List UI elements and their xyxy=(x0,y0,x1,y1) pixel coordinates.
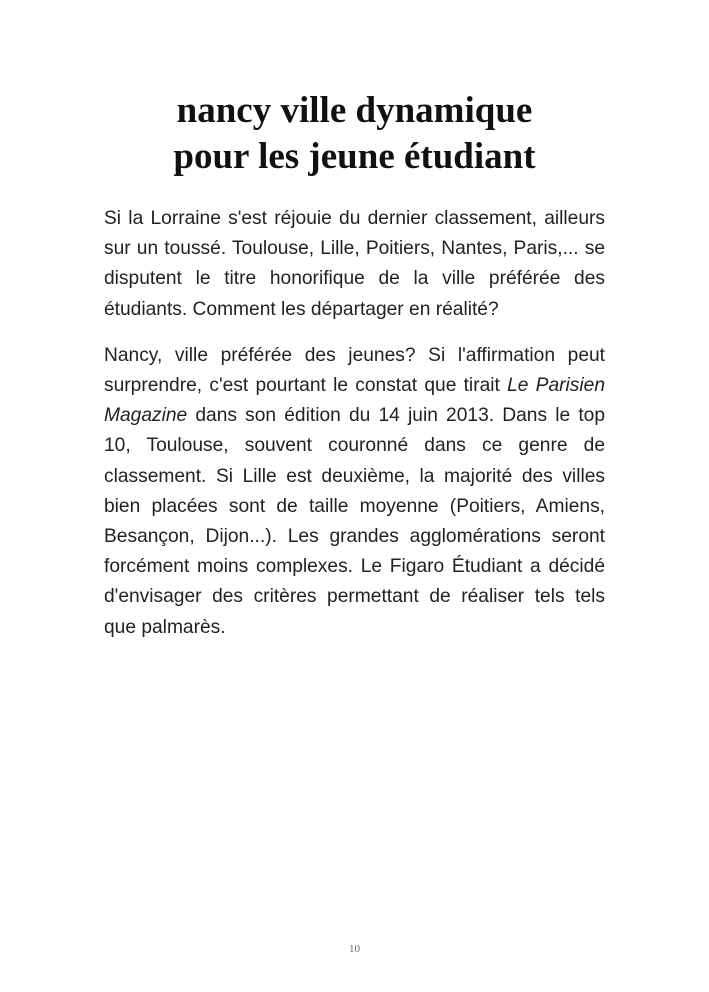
page-number: 10 xyxy=(349,943,360,955)
publication-title: Le Parisien Magazine xyxy=(104,375,605,427)
paragraph-1: Si la Lorraine s'est réjouie du dernier classement, ailleurs sur un toussé. Toulouse, Lille, Poitiers, Nantes, Paris,... se disputent le titre honorifique de la ville préférée des étudiants. Comment les départager en réalité? xyxy=(104,208,605,320)
article-body xyxy=(104,204,605,659)
paragraph-2-text-end: dans son édition du 14 juin 2013. Dans le top 10, Toulouse, souvent couronné dans ce genre de classement. Si Lille est deuxième, la majorité des villes bien placées sont de taille moyenne (Poitiers, Amiens, Besançon, Dijon...). Les grandes agglomérations seront forcément moins complexes. Le Figaro Étudiant a décidé d'envisager des critères permettant de réaliser tels tels que palmarès. xyxy=(104,405,605,638)
title-line-2: pour les jeune étudiant xyxy=(173,136,536,177)
page-title xyxy=(104,88,605,180)
paragraph-2 xyxy=(104,341,605,643)
title-line-1: nancy ville dynamique xyxy=(176,90,533,131)
paragraph-2-text-start: Nancy, ville préférée des jeunes? Si l'affirmation peut surprendre, c'est pourtant le constat que tirait xyxy=(104,344,605,397)
